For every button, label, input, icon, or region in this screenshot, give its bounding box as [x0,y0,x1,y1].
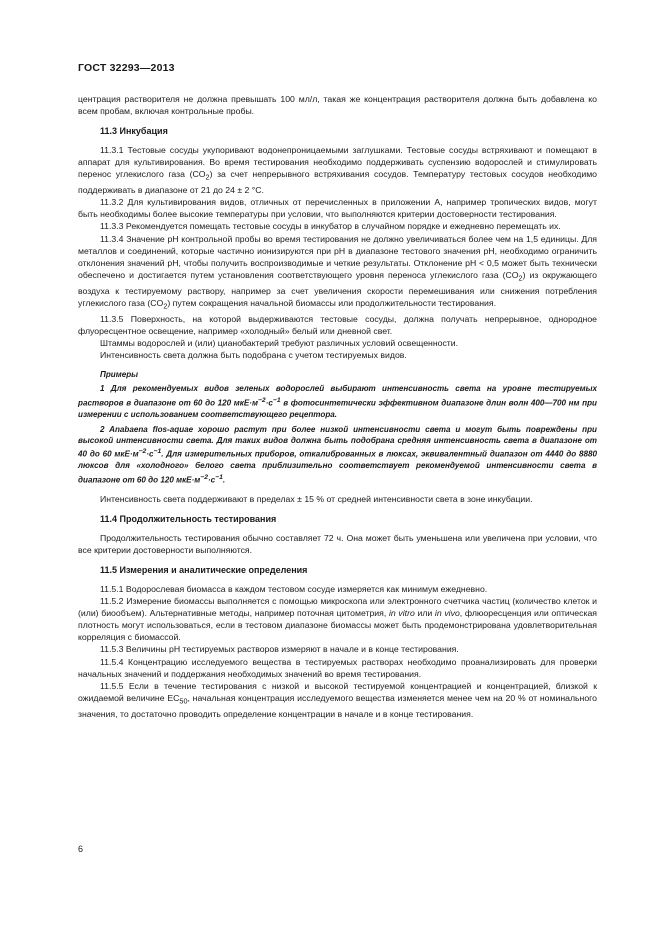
section-11-4-heading: 11.4 Продолжительность тестирования [100,513,277,524]
example-1: 1 Для рекомендуемых видов зеленых водорослей выбирают интенсивность света на уровне тестируемых растворов в диапазоне от 60 до 120 $мкЕ\cdot м^{-2}\cdot с^{-1}$ в фотосинтетически эффективном диапазоне длин волн 400—700 нм при измерении с использованием соответствующего рецептора. [78,384,597,419]
paragraph-11-3-2: 11.3.2 Для культивирования видов, отличных от перечисленных в приложении А, например тропических видов, могут быть необходимы более высокие температуры при условии, что выполняются критерии достоверности тестирования. [78,197,597,220]
paragraph-11-3-4: 11.3.4 Значение pH контрольной пробы во время тестирования не должно увеличиваться более чем на 1,5 единицы. Для металлов и соединений, которые частично ионизируются при pH в диапазоне тестового значения pH, необходимо ограничить отклонения значений pH, чтобы получить воспроизводимые и четкие результаты. Отклонение pH < 0,5 может быть технически обеспечено и достигается путем установления соответствующего уровня переноса углекислого газа $(CO_2)$ из окружающего воздуха к тестируемому раствору, например за счет увеличения скорости перемешивания или снижения потребления углекислого газа $(CO_2)$ путем сокращения начальной биомассы или продолжительности тестирования. [78,233,597,311]
page-header-title: ГОСТ 32293—2013 [78,62,175,74]
paragraph-11-5-2: 11.5.2 Измерение биомассы выполняется с помощью микроскопа или электронного счетчика частиц (количество клеток и (или) биообъем). Альтернативные методы, например поточная цитометрия, in vitro или in vivo, флюоресценция или оптическая плотность могут использоваться, если в тестовом диапазоне биомассы может быть продемонстрирована удовлетворительная корреляция с биомассой. [78,596,598,643]
section-11-5-heading: 11.5 Измерения и аналитические определения [100,565,308,575]
section-11-3-heading: 11.3 Инкубация [100,126,168,137]
paragraph-intensity-tolerance: Интенсивность света поддерживают в пределах ± 15 % от средней интенсивности света в зоне инкубации. [100,493,533,504]
paragraph-11-5-3: 11.5.3 Величины pH тестируемых растворов измеряют в начале и в конце тестирования. [100,644,459,655]
paragraph-11-4: Продолжительность тестирования обычно составляет 72 ч. Она может быть уменьшена или увеличена при условии, что все критерии достоверности выполняются. [78,532,597,555]
intro-paragraph: центрация растворителя не должна превышать 100 мл/л, такая же концентрация растворителя должна быть добавлена ко всем пробам, включая контрольные пробы. [78,94,597,117]
paragraph-11-5-4: 11.5.4 Концентрацию исследуемого вещества в тестируемых растворах необходимо проанализировать для проверки начальных значений и поддержания необходимых значений во время тестирования. [78,656,597,679]
paragraph-strains: Штаммы водорослей и (или) цианобактерий требуют различных условий освещенности. [100,337,459,348]
page-content [78,93,597,720]
paragraph-light-intensity: Интенсивность света должна быть подобрана с учетом тестируемых видов. [100,349,407,360]
paragraph-11-3-1: 11.3.1 Тестовые сосуды укупоривают водонепроницаемыми заглушками. Тестовые сосуды встряхивают и помещают в аппарат для культивирования. Во время тестирования необходимо поддерживать суспензию водорослей и стимулировать перенос углекислого газа $(CO_2)$ за счет непрерывного встряхивания сосудов. Температуру тестовых сосудов необходимо поддерживать в диапазоне от 21 до 24 ± 2 °С. [78,145,597,196]
paragraph-11-3-5: 11.3.5 Поверхность, на которой выдерживаются тестовые сосуды, должна получать непрерывное, однородное флуоресцентное освещение, например «холодный» белый или дневной свет. [78,313,597,336]
example-2: 2 Anabaena flos-aquae хорошо растут при более низкой интенсивности света и могут быть повреждены при высокой интенсивности света. Для таких видов должна быть подобрана средняя интенсивность света в диапазоне от 40 до 60 $мкЕ\cdot м^{-2}\cdot с^{-1}$. Для измерительных приборов, откалиброванных в люксах, эквивалентный диапазон от 4440 до 8880 люксов для «холодного» белого света приблизительно соответствует рекомендуемой интенсивности света в диапазоне от 60 до 120 $мкЕ\cdot м^{-2}\cdot с^{-1}$. [78,424,597,485]
examples-heading: Примеры [100,369,139,379]
paragraph-11-3-3: 11.3.3 Рекомендуется помещать тестовые сосуды в инкубатор в случайном порядке и ежедневно перемещать их. [100,221,561,232]
page-number: 6 [78,844,84,854]
paragraph-11-5-5: 11.5.5 Если в течение тестирования с низкой и высокой тестируемой концентрацией и концентрацией, близкой к ожидаемой величине $EC_{50}$, начальная концентрация исследуемого вещества изменяется менее чем на 20 % от номинального значения, то достаточно проводить определение концентрации в начале и в конце тестирования. [78,680,597,719]
paragraph-11-5-1: 11.5.1 Водорослевая биомасса в каждом тестовом сосуде измеряется как минимум ежедневно. [100,584,488,594]
